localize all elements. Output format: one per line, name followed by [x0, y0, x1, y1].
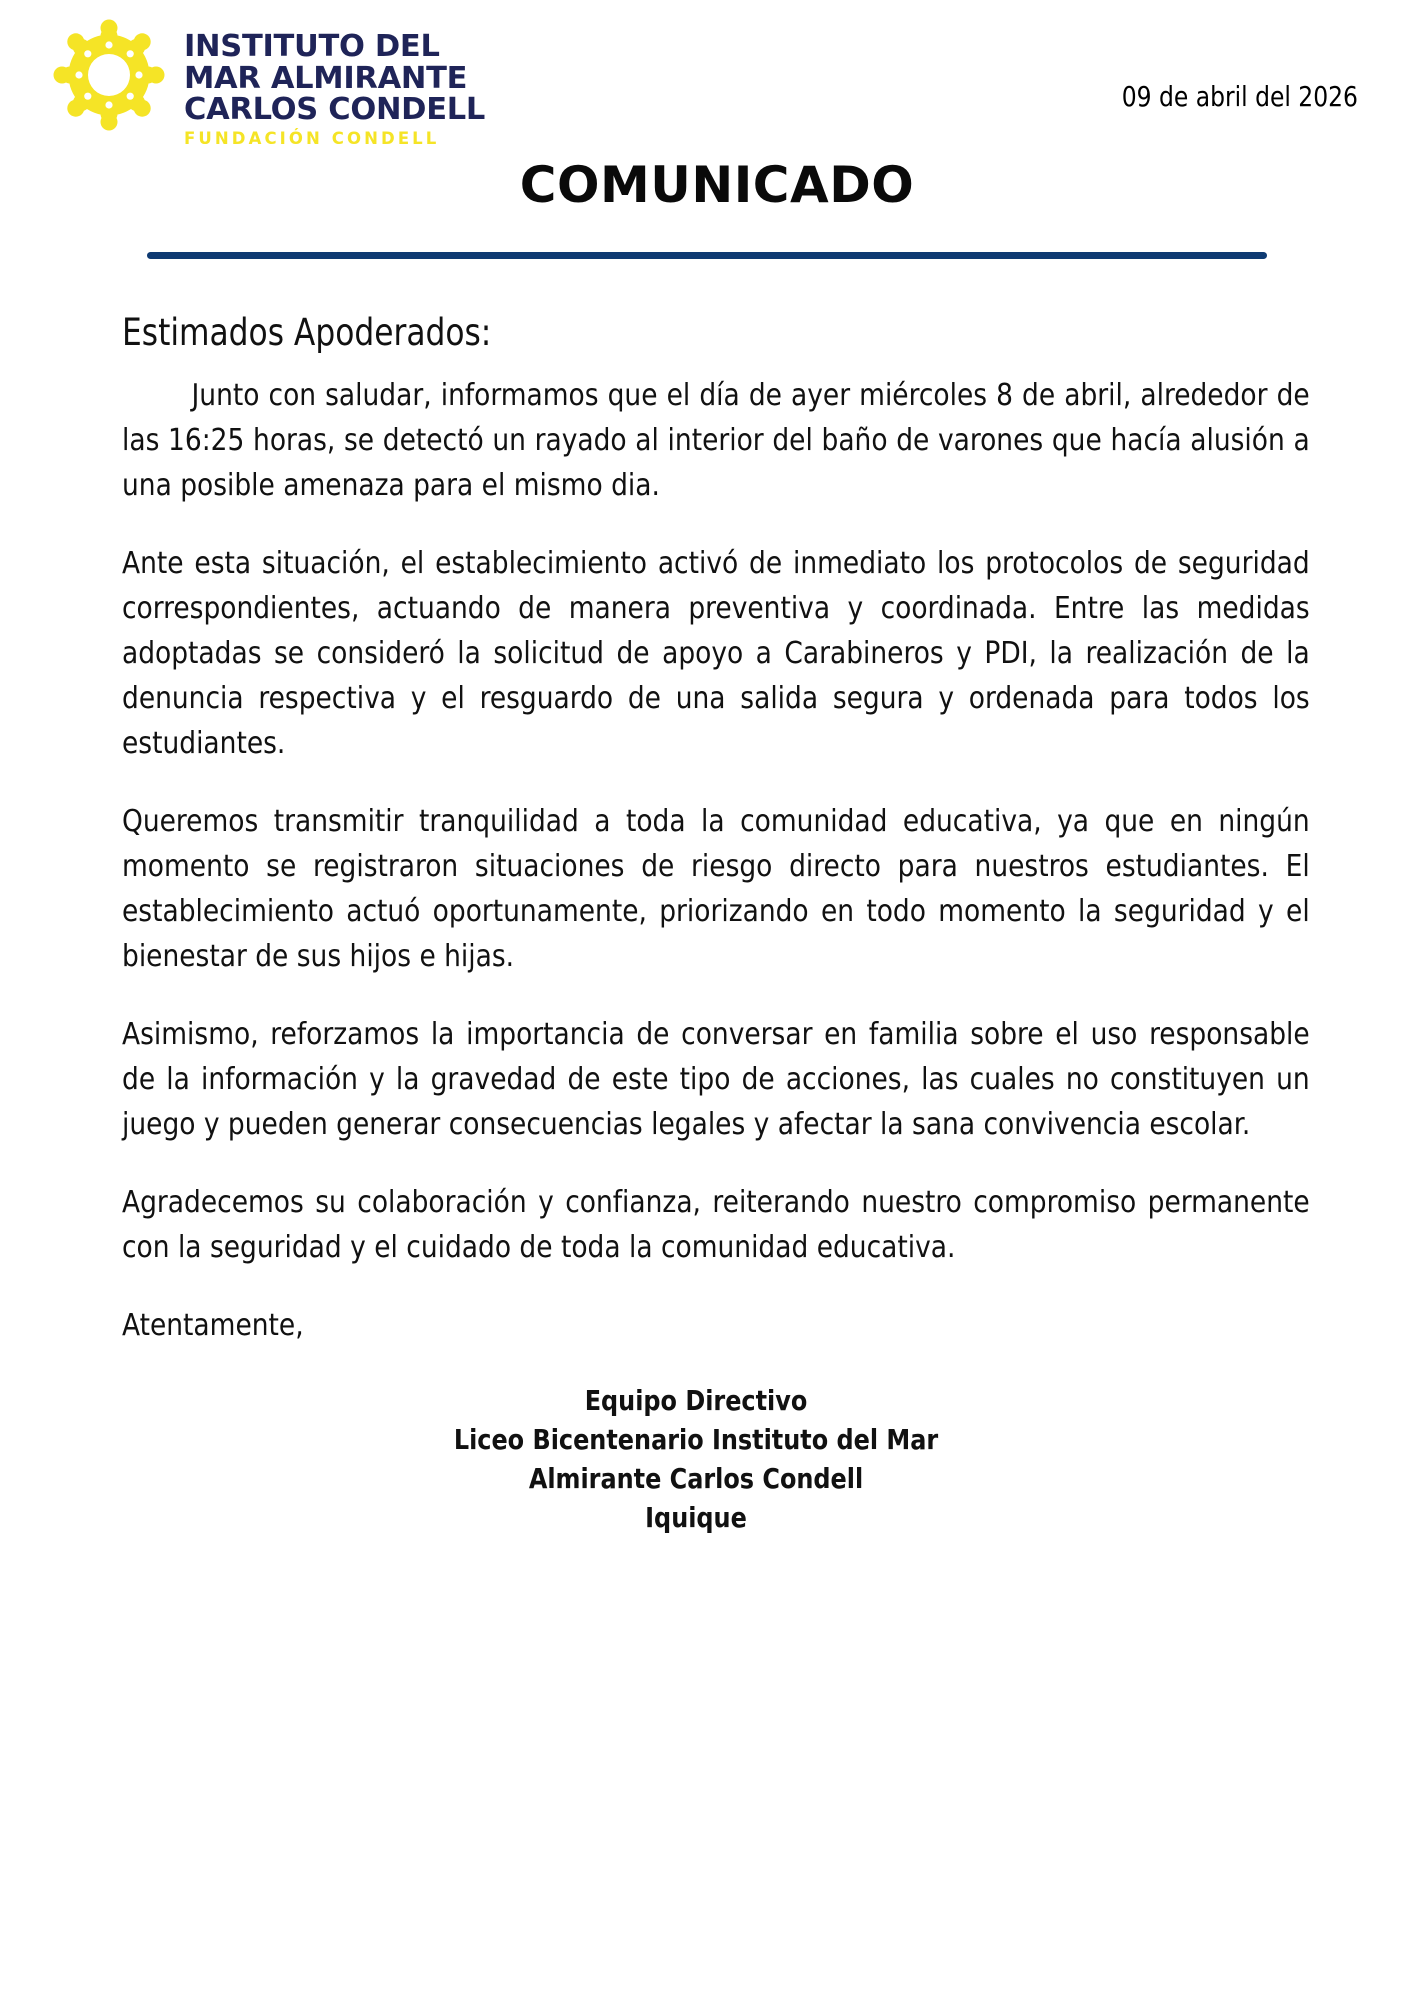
body-paragraph: Queremos transmitir tranquilidad a toda la comunidad educativa, ya que en ningún momento se registraron situaciones de riesgo directo para nuestros estudiantes. El establecimiento actuó oportunamente, priorizando en todo momento la seguridad y el bienestar de sus hijos e hijas.: [122, 804, 1310, 974]
logo-line-2: MAR ALMIRANTE: [184, 60, 468, 96]
signature-line: Iquique: [645, 1501, 747, 1534]
logo-wordmark: [184, 14, 485, 150]
closing-line: Atentamente,: [122, 1308, 304, 1343]
signature-line: Almirante Carlos Condell: [528, 1462, 864, 1495]
signature-block: [122, 1381, 1310, 1537]
logo-line-3: CARLOS CONDELL: [184, 92, 485, 127]
document-header: [0, 0, 1414, 150]
institution-logo: [48, 14, 485, 150]
body-paragraph: Ante esta situación, el establecimiento activó de inmediato los protocolos de seguridad correspondientes, actuando de manera preventiva y coordinada. Entre las medidas adoptadas se consideró la solicitud de apoyo a Carabineros y PDI, la realización de la denuncia respectiva y el resguardo de una salida segura y ordenada para todos los estudiantes.: [122, 546, 1310, 761]
ships-wheel-sun-icon: [48, 14, 170, 136]
page-title: COMUNICADO: [519, 156, 915, 214]
logo-line-1: INSTITUTO DEL: [184, 29, 440, 64]
body-paragraph: Agradecemos su colaboración y confianza, reiterando nuestro compromiso permanente con la seguridad y el cuidado de toda la comunidad educativa.: [122, 1185, 1310, 1265]
logo-tagline: FUNDACIÓN CONDELL: [184, 128, 440, 148]
body-paragraph: Junto con saludar, informamos que el día de ayer miércoles 8 de abril, alrededor de las 16:25 horas, se detectó un rayado al interior del baño de varones que hacía alusión a una posible amenaza para el mismo dia.: [122, 378, 1310, 503]
document-body: [0, 311, 1414, 1537]
signature-line: Equipo Directivo: [584, 1384, 808, 1417]
document-date: 09 de abril del 2026: [1121, 80, 1358, 113]
salutation: Estimados Apoderados:: [122, 311, 492, 354]
title-divider: [147, 252, 1267, 259]
body-paragraph: Asimismo, reforzamos la importancia de conversar en familia sobre el uso responsable de la información y la gravedad de este tipo de acciones, las cuales no constituyen un juego y pueden generar consecuencias legales y afectar la sana convivencia escolar.: [122, 1017, 1310, 1142]
signature-line: Liceo Bicentenario Instituto del Mar: [453, 1423, 939, 1456]
